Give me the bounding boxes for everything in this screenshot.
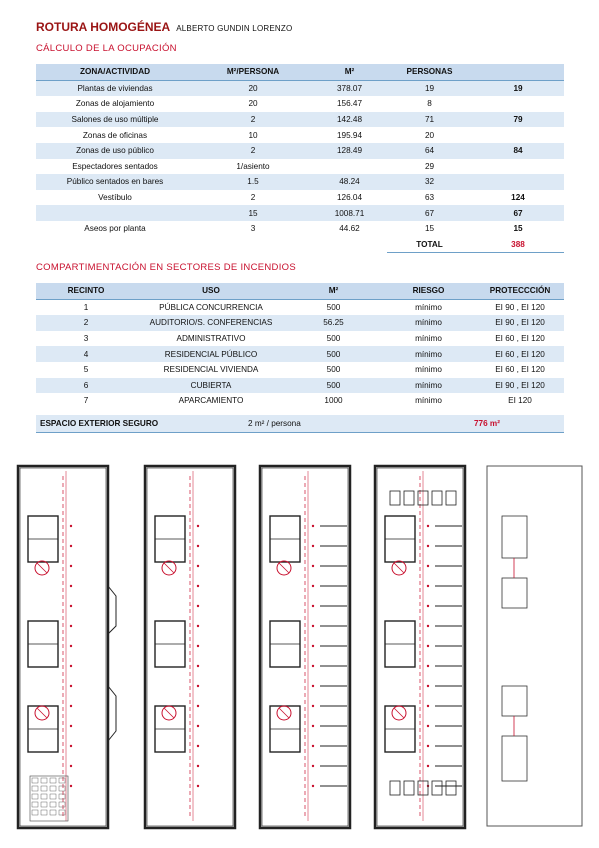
compartment-row — [36, 346, 564, 362]
compartment-cell-m2: 1000 — [324, 396, 343, 406]
compartment-cell-riesgo: mínimo — [415, 334, 442, 344]
occupancy-cell-total — [472, 127, 564, 143]
occupancy-cell-m2: 48.24 — [339, 177, 360, 187]
floor-plan-1 — [18, 466, 116, 828]
occupancy-row — [36, 143, 564, 159]
floor-plan-2 — [145, 466, 235, 828]
compartment-cell-riesgo: mínimo — [415, 365, 442, 375]
floor-plans-strip — [0, 456, 599, 836]
author-name: ALBERTO GUNDIN LORENZO — [176, 24, 293, 33]
occupancy-row — [36, 190, 564, 206]
page-header — [36, 18, 292, 36]
occupancy-cell-m2: 128.49 — [336, 146, 363, 156]
occupancy-cell-zona: Aseos por planta — [84, 224, 146, 234]
empty-cell — [312, 237, 387, 253]
occupancy-cell-zona: Público sentados en bares — [66, 177, 164, 187]
occupancy-cell-m2p: 3 — [250, 224, 256, 234]
occupancy-cell-zona: Plantas de viviendas — [77, 83, 153, 93]
espacio-value: 776 m² — [474, 419, 500, 428]
occupancy-cell-personas: 29 — [424, 161, 435, 171]
occupancy-cell-m2p: 1/asiento — [236, 161, 270, 171]
occupancy-cell-total: 84 — [513, 146, 523, 156]
occupancy-cell-personas: 20 — [424, 130, 435, 140]
occupancy-table — [36, 64, 564, 253]
occupancy-row — [36, 112, 564, 128]
compartment-cell-riesgo: mínimo — [415, 380, 442, 390]
occupancy-cell-m2p: 1.5 — [247, 177, 259, 187]
compartment-cell-proteccion: EI 90 , EI 120 — [495, 318, 545, 328]
occupancy-cell-personas: 63 — [424, 193, 435, 203]
occupancy-row — [36, 96, 564, 112]
occupancy-section-title: CÁLCULO DE LA OCUPACIÓN — [36, 43, 177, 54]
occupancy-cell-m2p: 2 — [250, 146, 256, 156]
col-recinto: RECINTO — [36, 283, 136, 299]
empty-cell — [194, 237, 312, 253]
col-uso: USO — [136, 283, 286, 299]
compartment-cell-uso: PÚBLICA CONCURRENCIA — [159, 302, 263, 312]
floor-plan-3 — [260, 466, 350, 828]
col-subtotal — [472, 64, 564, 80]
occupancy-cell-m2: 44.62 — [339, 224, 360, 234]
occupancy-cell-total: 124 — [511, 193, 525, 203]
compartment-cell-recinto: 5 — [83, 365, 89, 375]
occupancy-row — [36, 127, 564, 143]
espacio-ratio: 2 m² / persona — [248, 419, 301, 428]
compartment-cell-proteccion: EI 90 , EI 120 — [495, 380, 545, 390]
occupancy-cell-m2p: 2 — [250, 115, 256, 125]
compartment-cell-proteccion: EI 120 — [508, 396, 532, 406]
compartment-cell-recinto: 7 — [83, 396, 89, 406]
col-m2: M² — [286, 283, 381, 299]
occupancy-cell-m2: 142.48 — [336, 115, 363, 125]
compartment-cell-uso: CUBIERTA — [190, 380, 232, 390]
occupancy-cell-zona: Espectadores sentados — [72, 161, 158, 171]
occupancy-cell-personas: 19 — [424, 83, 435, 93]
compartment-cell-riesgo: mínimo — [415, 349, 442, 359]
col-proteccion: PROTECCCIÓN — [476, 283, 564, 299]
occupancy-cell-zona: Zonas de oficinas — [82, 130, 148, 140]
col-m2-persona: M²/PERSONA — [194, 64, 312, 80]
document-title: ROTURA HOMOGÉNEA — [36, 20, 171, 34]
col-riesgo: RIESGO — [381, 283, 476, 299]
compartments-section-title: COMPARTIMENTACIÓN EN SECTORES DE INCENDIOS — [36, 262, 296, 273]
compartment-row — [36, 393, 564, 409]
compartment-cell-uso: AUDITORIO/S. CONFERENCIAS — [149, 318, 273, 328]
occupancy-cell-m2: 156.47 — [336, 99, 363, 109]
compartment-cell-recinto: 4 — [83, 349, 89, 359]
occupancy-cell-zona — [36, 205, 194, 221]
occupancy-cell-total — [472, 96, 564, 112]
compartment-cell-recinto: 6 — [83, 380, 89, 390]
occupancy-cell-m2p: 20 — [248, 83, 258, 93]
compartment-cell-proteccion: EI 60 , EI 120 — [495, 334, 545, 344]
compartment-cell-uso: RESIDENCIAL VIVIENDA — [163, 365, 259, 375]
compartment-cell-proteccion: EI 90 , EI 120 — [495, 302, 545, 312]
compartment-cell-m2: 500 — [326, 334, 341, 344]
occupancy-row — [36, 174, 564, 190]
occupancy-cell-personas: 67 — [424, 208, 435, 218]
occupancy-cell-zona: Zonas de alojamiento — [75, 99, 155, 109]
empty-cell — [36, 237, 194, 253]
occupancy-cell-m2: 195.94 — [336, 130, 363, 140]
compartment-cell-recinto: 1 — [83, 302, 89, 312]
col-personas: PERSONAS — [387, 64, 472, 80]
occupancy-cell-m2p: 20 — [248, 99, 258, 109]
occupancy-row — [36, 80, 564, 96]
compartment-cell-uso: APARCAMIENTO — [178, 396, 244, 406]
compartment-cell-m2: 500 — [326, 349, 341, 359]
occupancy-row — [36, 221, 564, 237]
occupancy-cell-zona: Zonas de uso público — [76, 146, 154, 156]
compartment-cell-riesgo: mínimo — [415, 318, 442, 328]
occupancy-row — [36, 205, 564, 221]
occupancy-cell-m2p: 15 — [248, 208, 258, 218]
total-label: TOTAL — [387, 237, 472, 253]
compartment-cell-uso: RESIDENCIAL PÚBLICO — [164, 349, 258, 359]
occupancy-cell-m2p: 2 — [250, 193, 256, 203]
compartment-cell-recinto: 3 — [83, 334, 89, 344]
total-value: 388 — [472, 237, 564, 253]
compartment-cell-m2: 56.25 — [323, 318, 344, 328]
compartment-cell-m2: 500 — [326, 302, 341, 312]
compartment-row — [36, 331, 564, 347]
col-zona: ZONA/ACTIVIDAD — [36, 64, 194, 80]
floor-plan-4 — [375, 466, 465, 828]
compartments-table — [36, 283, 564, 409]
occupancy-cell-personas: 71 — [424, 115, 435, 125]
occupancy-cell-total — [472, 159, 564, 175]
compartment-row — [36, 299, 564, 315]
compartment-cell-riesgo: mínimo — [415, 396, 442, 406]
compartment-cell-proteccion: EI 60 , EI 120 — [495, 349, 545, 359]
compartment-cell-proteccion: EI 60 , EI 120 — [495, 365, 545, 375]
occupancy-cell-m2: 1008.71 — [334, 208, 365, 218]
compartment-cell-riesgo: mínimo — [415, 302, 442, 312]
occupancy-cell-zona: Vestíbulo — [98, 193, 132, 203]
occupancy-cell-zona: Salones de uso múltiple — [71, 115, 159, 125]
compartment-cell-uso: ADMINISTRATIVO — [176, 334, 246, 344]
compartment-cell-recinto: 2 — [83, 318, 89, 328]
compartment-cell-m2: 500 — [326, 380, 341, 390]
occupancy-cell-m2: 126.04 — [336, 193, 363, 203]
compartment-row — [36, 315, 564, 331]
occupancy-cell-m2: 378.07 — [336, 83, 363, 93]
espacio-label: ESPACIO EXTERIOR SEGURO — [40, 419, 159, 428]
compartment-row — [36, 378, 564, 394]
occupancy-row — [36, 159, 564, 175]
occupancy-cell-m2 — [312, 159, 387, 175]
occupancy-cell-total: 79 — [513, 115, 523, 125]
occupancy-cell-total — [472, 174, 564, 190]
espacio-exterior-row — [36, 415, 564, 433]
occupancy-cell-total: 15 — [513, 224, 523, 234]
occupancy-cell-personas: 64 — [424, 146, 435, 156]
compartment-row — [36, 362, 564, 378]
floor-plan-5 — [487, 466, 582, 826]
occupancy-cell-m2p: 10 — [248, 130, 258, 140]
col-m2: M² — [312, 64, 387, 80]
occupancy-cell-total: 67 — [513, 208, 523, 218]
occupancy-header-row — [36, 64, 564, 80]
occupancy-cell-personas: 32 — [424, 177, 435, 187]
occupancy-total-row — [36, 237, 564, 253]
compartments-header-row — [36, 283, 564, 299]
occupancy-cell-total: 19 — [513, 83, 523, 93]
occupancy-cell-personas: 8 — [427, 99, 432, 109]
occupancy-cell-personas: 15 — [424, 224, 435, 234]
compartment-cell-m2: 500 — [326, 365, 341, 375]
